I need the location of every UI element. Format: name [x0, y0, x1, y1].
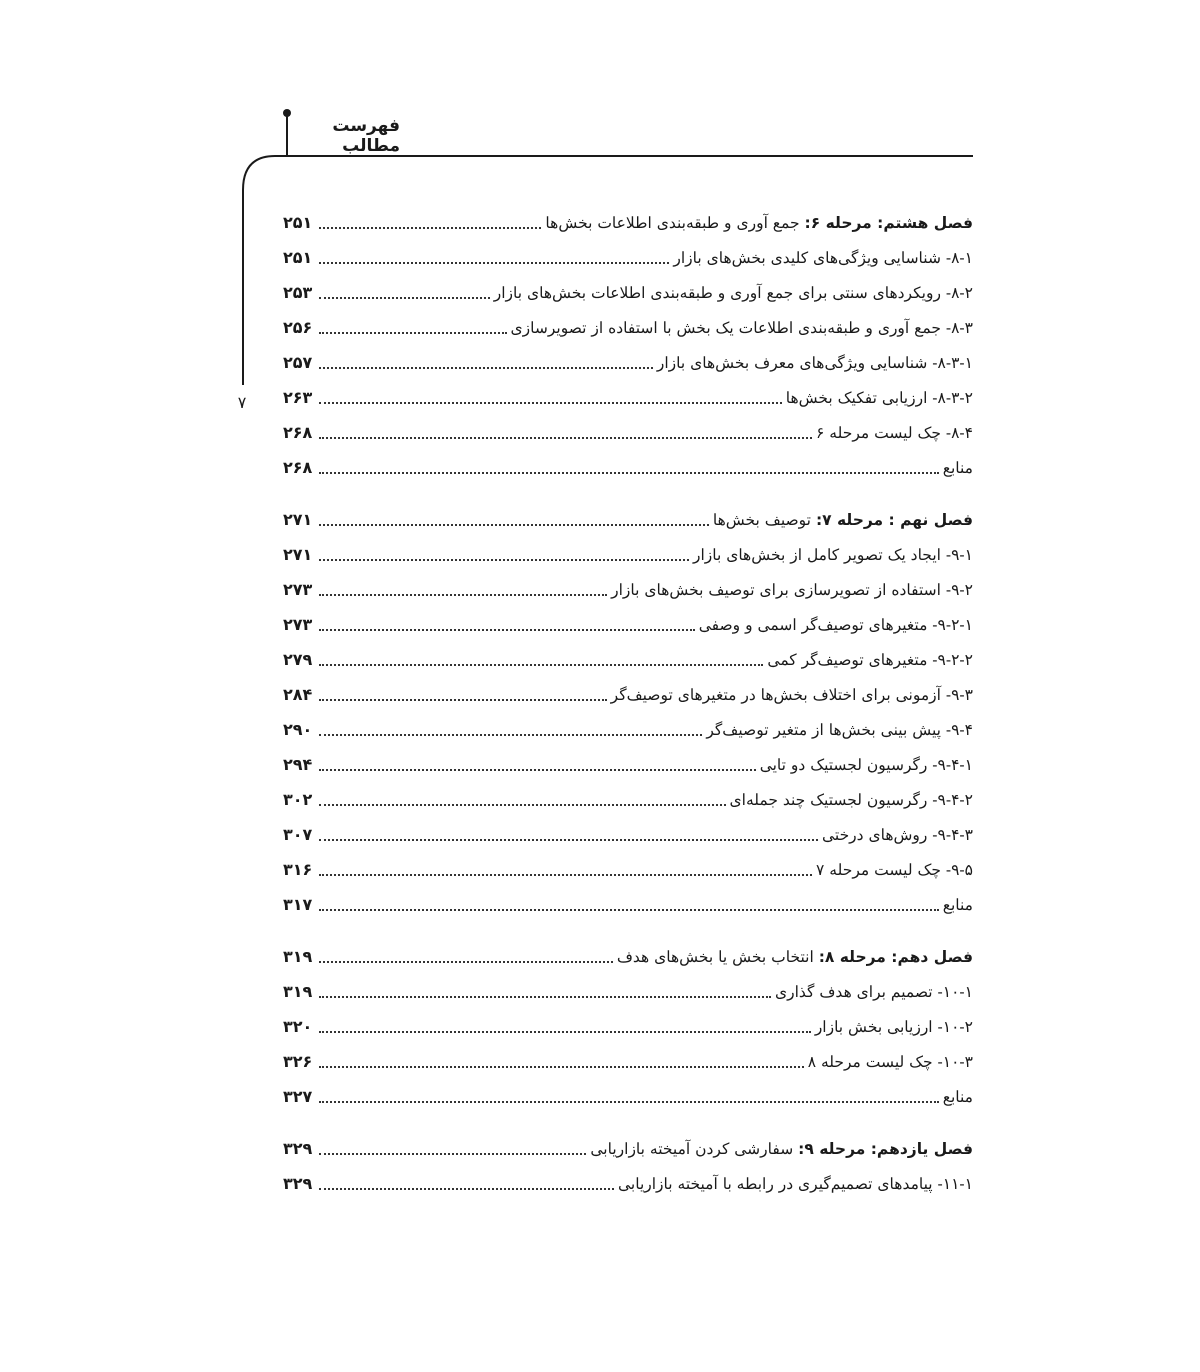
toc-section: [283, 937, 973, 1112]
toc-chapter-row: [283, 937, 973, 972]
toc-page-number: ۳۲۹: [283, 1139, 313, 1158]
toc-entry-row: [283, 815, 973, 850]
toc-page-number: ۳۱۷: [283, 895, 313, 914]
toc-entry-title: ۸-۳-۱- شناسایی ویژگی‌های معرف بخش‌های بازار: [656, 354, 973, 372]
chapter-title: توصیف بخش‌ها: [712, 511, 816, 529]
toc-entry-title: ۸-۴- چک لیست مرحله ۶: [816, 424, 973, 442]
toc-entry-title: ۹-۴- پیش بینی بخش‌ها از متغیر توصیف‌گر: [706, 721, 973, 739]
dot-leader: [319, 874, 812, 876]
dot-leader: [319, 769, 756, 771]
toc-entry-title: [590, 1139, 973, 1164]
toc-page-number: ۲۷۱: [283, 545, 313, 564]
toc-entry-row: [283, 1042, 973, 1077]
toc-entry-row: [283, 448, 973, 483]
toc-entry-row: [283, 780, 973, 815]
toc-page-number: ۳۲۹: [283, 1174, 313, 1193]
toc-page-number: ۲۶۸: [283, 458, 313, 477]
chapter-heading: فصل دهم: مرحله ۸:: [818, 948, 973, 966]
dot-leader: [319, 227, 541, 229]
toc-entry-title: ۹-۴-۱- رگرسیون لجستیک دو تایی: [759, 756, 973, 774]
dot-leader: [319, 437, 812, 439]
toc-page-number: ۳۲۷: [283, 1087, 313, 1106]
toc-entry-title: منابع: [942, 1088, 973, 1106]
page-number: ۷: [237, 393, 247, 412]
chapter-heading: فصل هشتم: مرحله ۶:: [804, 214, 973, 232]
dot-leader: [319, 1066, 804, 1068]
toc-entry-row: [283, 675, 973, 710]
toc-entry-title: منابع: [942, 896, 973, 914]
table-of-contents: [283, 203, 973, 1216]
toc-page-number: ۲۷۱: [283, 510, 313, 529]
toc-entry-row: [283, 1164, 973, 1199]
dot-leader: [319, 1153, 586, 1155]
dot-leader: [319, 664, 763, 666]
toc-entry-row: [283, 413, 973, 448]
toc-section: [283, 500, 973, 920]
toc-entry-title: ۱۰-۱- تصمیم برای هدف گذاری: [775, 983, 973, 1001]
toc-entry-row: [283, 1007, 973, 1042]
dot-leader: [319, 909, 939, 911]
toc-chapter-row: [283, 1129, 973, 1164]
toc-page-number: ۲۵۱: [283, 248, 313, 267]
toc-entry-row: [283, 850, 973, 885]
toc-page-number: ۳۱۹: [283, 947, 313, 966]
toc-section: [283, 203, 973, 483]
dot-leader: [319, 1101, 939, 1103]
toc-entry-title: ۸-۳- جمع آوری و طبقه‌بندی اطلاعات یک بخش با استفاده از تصویرسازی: [510, 319, 973, 337]
dot-leader: [319, 804, 726, 806]
dot-leader: [319, 332, 507, 334]
dot-leader: [319, 472, 939, 474]
toc-entry-row: [283, 535, 973, 570]
toc-entry-title: ۱۰-۲- ارزیابی بخش بازار: [814, 1018, 973, 1036]
toc-entry-title: ۸-۲- رویکردهای سنتی برای جمع آوری و طبقه‌بندی اطلاعات بخش‌های بازار: [493, 284, 973, 302]
toc-entry-row: [283, 308, 973, 343]
dot-leader: [319, 367, 653, 369]
toc-page-number: ۲۵۱: [283, 213, 313, 232]
toc-entry-title: ۸-۱- شناسایی ویژگی‌های کلیدی بخش‌های بازار: [673, 249, 973, 267]
dot-leader: [319, 961, 613, 963]
toc-page-number: ۳۰۷: [283, 825, 313, 844]
toc-page-number: ۲۹۴: [283, 755, 313, 774]
toc-entry-title: ۱۱-۱- پیامدهای تصمیم‌گیری در رابطه با آمیخته بازاریابی: [618, 1175, 973, 1193]
toc-page-number: ۲۵۳: [283, 283, 313, 302]
toc-entry-row: [283, 1077, 973, 1112]
toc-entry-title: ۸-۳-۲- ارزیابی تفکیک بخش‌ها: [785, 389, 973, 407]
dot-leader: [319, 996, 771, 998]
chapter-title: جمع آوری و طبقه‌بندی اطلاعات بخش‌ها: [545, 214, 805, 232]
toc-entry-row: [283, 273, 973, 308]
chapter-title: سفارشی کردن آمیخته بازاریابی: [590, 1140, 799, 1158]
toc-entry-row: [283, 570, 973, 605]
toc-entry-title: ۹-۴-۲- رگرسیون لجستیک چند جمله‌ای: [729, 791, 973, 809]
toc-entry-title: ۹-۲- استفاده از تصویرسازی برای توصیف بخش‌های بازار: [611, 581, 973, 599]
toc-entry-row: [283, 605, 973, 640]
running-header-title: فهرست مطالب: [332, 116, 400, 156]
dot-leader: [319, 699, 607, 701]
dot-leader: [319, 559, 689, 561]
toc-entry-title: منابع: [942, 459, 973, 477]
dot-leader: [319, 839, 818, 841]
toc-chapter-row: [283, 203, 973, 238]
chapter-heading: فصل نهم : مرحله ۷:: [815, 511, 973, 529]
toc-page-number: ۲۷۳: [283, 615, 313, 634]
dot-leader: [319, 594, 607, 596]
toc-entry-row: [283, 710, 973, 745]
dot-leader: [319, 734, 702, 736]
toc-entry-title: [617, 947, 973, 972]
toc-entry-title: ۹-۲-۱- متغیرهای توصیف‌گر اسمی و وصفی: [698, 616, 973, 634]
toc-entry-row: [283, 972, 973, 1007]
toc-entry-row: [283, 885, 973, 920]
toc-page-number: ۲۶۳: [283, 388, 313, 407]
dot-leader: [319, 629, 695, 631]
dot-leader: [319, 1031, 811, 1033]
dot-leader: [319, 524, 709, 526]
toc-entry-title: ۹-۴-۳- روش‌های درختی: [821, 826, 973, 844]
toc-entry-title: [545, 213, 973, 238]
toc-chapter-row: [283, 500, 973, 535]
toc-page-number: ۳۲۰: [283, 1017, 313, 1036]
dot-leader: [319, 1188, 614, 1190]
toc-entry-title: ۹-۱- ایجاد یک تصویر کامل از بخش‌های بازار: [692, 546, 973, 564]
toc-entry-row: [283, 343, 973, 378]
toc-page-number: ۲۷۹: [283, 650, 313, 669]
toc-page-number: ۲۶۸: [283, 423, 313, 442]
toc-entry-row: [283, 640, 973, 675]
toc-page-number: ۳۲۶: [283, 1052, 313, 1071]
dot-leader: [319, 262, 669, 264]
toc-page-number: ۲۵۶: [283, 318, 313, 337]
chapter-title: انتخاب بخش یا بخش‌های هدف: [616, 948, 819, 966]
toc-entry-title: ۹-۳- آزمونی برای اختلاف بخش‌ها در متغیرهای توصیف‌گر: [610, 686, 973, 704]
toc-entry-title: ۹-۲-۲- متغیرهای توصیف‌گر کمی: [767, 651, 973, 669]
chapter-heading: فصل یازدهم: مرحله ۹:: [798, 1140, 973, 1158]
toc-page-number: ۳۱۶: [283, 860, 313, 879]
toc-page-number: ۲۹۰: [283, 720, 313, 739]
toc-page-number: ۳۱۹: [283, 982, 313, 1001]
toc-page-number: ۲۵۷: [283, 353, 313, 372]
toc-entry-title: [713, 510, 973, 535]
toc-entry-title: ۱۰-۳- چک لیست مرحله ۸: [807, 1053, 973, 1071]
toc-page-number: ۲۷۳: [283, 580, 313, 599]
toc-page-number: ۳۰۲: [283, 790, 313, 809]
toc-entry-row: [283, 238, 973, 273]
toc-entry-row: [283, 378, 973, 413]
toc-section: [283, 1129, 973, 1199]
toc-entry-row: [283, 745, 973, 780]
dot-leader: [319, 297, 490, 299]
dot-leader: [319, 402, 782, 404]
toc-entry-title: ۹-۵- چک لیست مرحله ۷: [816, 861, 973, 879]
toc-page-number: ۲۸۴: [283, 685, 313, 704]
